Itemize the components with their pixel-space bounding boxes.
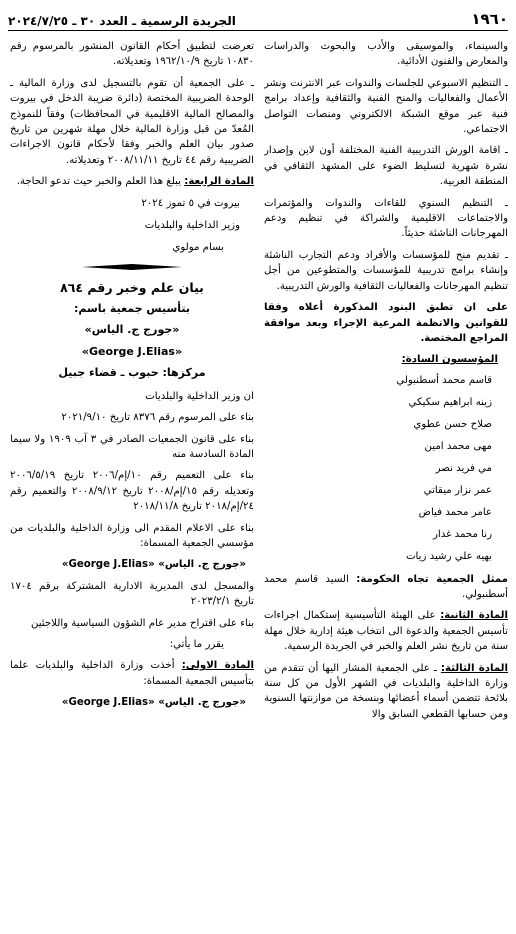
- rep-label: ممثل الجمعية تجاه الحكومة:: [356, 573, 508, 585]
- page-number: ١٩٦٠: [471, 10, 508, 28]
- left-column: [10, 39, 254, 929]
- paragraph: والمسجل لدى المديرية الادارية المشتركة برقم ١٧٠٤ تاريخ ٢٠٢٣/٢/١: [10, 580, 254, 608]
- article-text: على الهيئة التأسيسية إستكمال اجراءات تأسيس الجمعية والدعوة الى انتخاب هيئة إدارية خلال مهلة سنة من تاريخ نشر العلم والخبر في الجريدة الرسمية.: [264, 610, 508, 653]
- article-three: [264, 661, 508, 723]
- association-name-ar: «جورج ج. الياس»: [84, 323, 180, 337]
- article-text: ـ على الجمعية المشار اليها أن تتقدم من وزارة الداخلية والبلديات في الشهر الأول من كل سنة بلائحة تتضمن أسماء أعضائها وبنسخة من موازنتها السنوية ومن حسابها القطعي السابق والا: [264, 662, 508, 720]
- article-one: [10, 658, 254, 689]
- paragraph: بناء على اقتراح مدير عام الشؤون السياسية واللاجئين: [30, 617, 254, 629]
- signature-title: وزير الداخلية والبلديات: [144, 219, 240, 231]
- association-name-line: [10, 695, 254, 710]
- founder-name: صلاح حسن عطوي: [413, 418, 492, 430]
- gazette-issue-line: الجريدة الرسمية ـ العدد ٣٠ ـ ٢٠٢٤/٧/٢٥: [8, 14, 236, 28]
- founders-list: [264, 373, 508, 565]
- founder-name: عمر نزار ميقاتي: [423, 485, 492, 497]
- paragraph: والسينماء، والموسيقى والأدب والبحوث والدراسات والمعارض والفنون الأدائية.: [264, 41, 508, 68]
- name-ar: «جورج ج. الياس»: [158, 559, 246, 571]
- page-header: [8, 6, 508, 31]
- conditions-paragraph: على ان تطبق البنود المذكورة أعلاه وفقا للقوانين والانظمة المرعية الإجراء وبعد موافقة المراجع المختصة.: [264, 302, 508, 344]
- founder-name: عامر محمد فياض: [418, 507, 492, 519]
- paragraph: بناء على قانون الجمعيات الصادر في ٣ آب ١٩٠٩ ولا سيما المادة السادسة منه: [10, 433, 254, 460]
- decision-line: يقرر ما يأتي:: [169, 638, 224, 650]
- paragraph: تعرضت لتطبيق أحكام القانون المنشور بالمرسوم رقم ١٠٨٣٠ تاريخ ١٩٦٢/١٠/٩ وتعديلاته.: [10, 41, 254, 68]
- notice-title: بيان علم وخبر رقم ٨٦٤: [60, 279, 204, 295]
- divider-ornament: [82, 264, 182, 270]
- article-label: المادة الرابعة:: [184, 176, 254, 188]
- association-name-line: [10, 557, 254, 572]
- association-hq: مركزها: حبوب ـ قضاء جبيل: [58, 366, 206, 380]
- paragraph: ـ على الجمعية أن تقوم بالتسجيل لدى وزارة المالية ـ الوحدة الضريبية المختصة (دائرة ضريبة الدخل في بيروت والمصالح المالية الاقليمية في المحافظات) وفقاً للنموذج المُعدّ من قبل وزارة المالية خلال مهلة شهرين من تاريخ صدور بيان العلم والخبر وفقا لأحكام قانون الاجراءات الضريبية رقم ٤٤ تاريخ ٢٠٠٨/١١/١١ وتعديلاته.: [10, 77, 254, 166]
- founder-name: مي فريد نصر: [435, 463, 492, 475]
- name-en: «George J.Elias»: [61, 559, 159, 571]
- paragraph: بناء على التعميم رقم ١٠/إم/٢٠٠٦ تاريخ ٢٠٠٦/٥/١٩ وتعديله رقم ١٥/إم/٢٠٠٨ تاريخ ٢٠٠٨/٩/١٢ والتعميم رقم ٢٤/إم/٢٠١٨ تاريخ ٢٠١٨/١١/٨: [10, 470, 254, 513]
- article-label: المادة الثالثة:: [440, 662, 508, 674]
- columns: [8, 39, 508, 929]
- paragraph: ـ التنظيم السنوي للقاءات والندوات والمؤتمرات والاجتماعات الاقليمية والشراكة في تنظيم ودعم المهرجانات الناشئة حديثاً.: [264, 197, 508, 240]
- article-two: [264, 608, 508, 654]
- government-representative: [264, 572, 508, 603]
- founder-name: مهى محمد امين: [424, 441, 492, 452]
- founders-title: [264, 352, 508, 367]
- paragraph: ـ تقديم منح للمؤسسات والأفراد ودعم التجارب الناشئة وإنشاء برامج تدريبية للمؤسسات والمتطوعين من أجل تنظيم المهرجانات والفعاليات الثقافية والورش التدريبية.: [264, 249, 508, 292]
- paragraph: ـ اقامة الورش التدريبية الفنية المختلفة أون لاين وإصدار نشرة شهرية لتسليط الضوء على المشهد الثقافي في المنطقة العربية.: [264, 145, 508, 188]
- founder-name: رنا محمد غدار: [432, 529, 492, 541]
- notice-subtitle: بتأسيس جمعية باسم:: [73, 302, 191, 316]
- article-label: المادة الثانية:: [440, 610, 508, 622]
- association-name-en: «George J.Elias»: [81, 344, 183, 358]
- section-divider: [10, 264, 254, 270]
- article-text: يبلغ هذا العلم والخبر حيث تدعو الحاجة.: [16, 176, 185, 188]
- signature-name: بسام مولوي: [172, 241, 224, 253]
- rep-text: السيد قاسم محمد أسطنبولي.: [264, 573, 508, 600]
- founder-name: بهيه علي رشيد زيات: [405, 551, 492, 563]
- paragraph: بناء على المرسوم رقم ٨٣٧٦ تاريخ ٢٠٢١/٩/١٠: [61, 412, 254, 424]
- article-four: [10, 174, 254, 189]
- founders-title-text: المؤسسون السادة:: [401, 354, 498, 366]
- founder-name: زينه ابراهيم سكيكي: [408, 396, 492, 408]
- paragraph: ان وزير الداخلية والبلديات: [145, 390, 254, 402]
- name-ar: «جورج ج. الياس»: [158, 697, 246, 709]
- article-label: المادة الاولى:: [181, 660, 254, 672]
- founder-name: قاسم محمد أسطنبولي: [396, 374, 492, 386]
- paragraph: بناء على الاعلام المقدم الى وزارة الداخلية والبلديات من مؤسسي الجمعية المسماة:: [10, 522, 254, 549]
- signature-block: [10, 196, 254, 256]
- signature-date: بيروت في ٥ تموز ٢٠٢٤: [141, 197, 240, 209]
- paragraph: ـ التنظيم الاسبوعي للجلسات والندوات عبر الانترنت ونشر الأعمال والفعاليات والمنح الفنية والثقافية وإعداد برامج فنية عبر موقع الشبكة الالكتروني ومنصات التواصل الاجتماعي.: [264, 77, 508, 136]
- name-en: «George J.Elias»: [61, 697, 159, 709]
- right-column: [264, 39, 508, 929]
- article-text: أخذت وزارة الداخلية والبلديات علما بتأسيس الجمعية المسماة:: [10, 660, 254, 687]
